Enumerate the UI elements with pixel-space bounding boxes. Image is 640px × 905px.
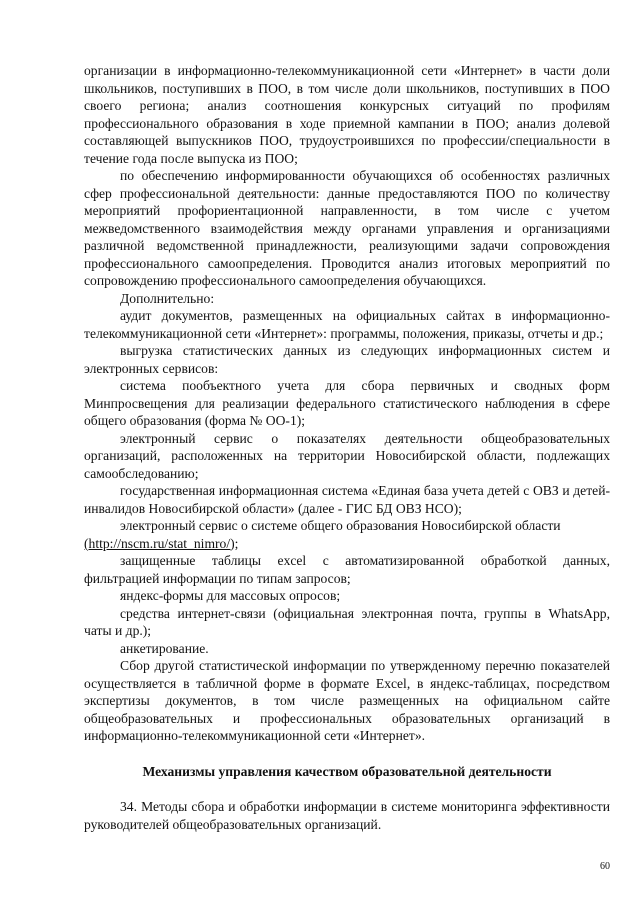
document-page	[84, 62, 610, 833]
page-number: 60	[600, 861, 610, 872]
paragraph-7: электронный сервис о показателях деятельности общеобразовательных организаций, расположенных на территории Новосибирской области, подлежащих самообследованию;	[84, 430, 610, 481]
paragraph-2: по обеспечению информированности обучающихся об особенностях различных сфер профессиональной деятельности: данные предоставляются ПОО по количеству мероприятий профориентационной направленности, в том числе с учетом межведомственного взаимодействия между органами управления и организациями различной ведомственной принадлежности, реализующими задачи сопровождения профессионального самоопределения. Проводится анализ итоговых мероприятий по сопровождению профессионального самоопределения обучающихся.	[84, 168, 610, 288]
paragraph-3: Дополнительно:	[120, 290, 215, 306]
paragraph-12: средства интернет-связи (официальная электронная почта, группы в WhatsApp, чаты и др.);	[84, 605, 610, 638]
paragraph-1: организации в информационно-телекоммуникационной сети «Интернет» в части доли школьников, поступивших в ПОО, в том числе доли школьников, поступивших в ПОО своего региона; анализ соотношения конкурсных ситуаций по профилям профессионального образования в ходе приемной кампании в ПОО; анализ долевой составляющей выпускников ПОО, трудоустроившихся по профессии/специальности в течение года после выпуска из ПОО;	[84, 63, 610, 166]
paragraph-4: аудит документов, размещенных на официальных сайтах в информационно-телекоммуникационной сети «Интернет»: программы, положения, приказы, отчеты и др.;	[84, 308, 610, 341]
paragraph-6: система пообъектного учета для сбора первичных и сводных форм Минпросвещения для реализации федерального статистического наблюдения в сфере общего образования (форма № ОО-1);	[84, 378, 610, 428]
paragraph-11: яндекс-формы для массовых опросов;	[120, 588, 341, 603]
paragraph-13: анкетирование.	[120, 640, 209, 656]
section-heading: Механизмы управления качеством образовательной деятельности	[142, 763, 552, 779]
paragraph-10: защищенные таблицы excel с автоматизированной обработкой данных, фильтрацией информации по типам запросов;	[84, 553, 610, 586]
paragraph-14: Сбор другой статистической информации по утвержденному перечню показателей осуществляется в табличной форме в формате Excel, в яндекс-таблицах, посредством экспертизы документов, в том числе размещенных на официальном сайте общеобразовательных и профессиональных образовательных организаций в информационно-телекоммуникационной сети «Интернет».	[84, 658, 610, 743]
paragraph-9: электронный сервис о системе общего образования Новосибирской области	[120, 518, 561, 533]
stat-nimro-link[interactable]: (http://nscm.ru/stat_nimro/);	[84, 535, 239, 551]
paragraph-5: выгрузка статистических данных из следующих информационных систем и электронных сервисов:	[84, 343, 610, 376]
paragraph-8: государственная информационная система «Единая база учета детей с ОВЗ и детей-инвалидов Новосибирской области» (далее - ГИС БД ОВЗ НСО);	[84, 483, 610, 516]
link-paragraph	[84, 535, 610, 553]
paragraph-final: 34. Методы сбора и обработки информации в системе мониторинга эффективности руководителей общеобразовательных организаций.	[84, 799, 610, 832]
